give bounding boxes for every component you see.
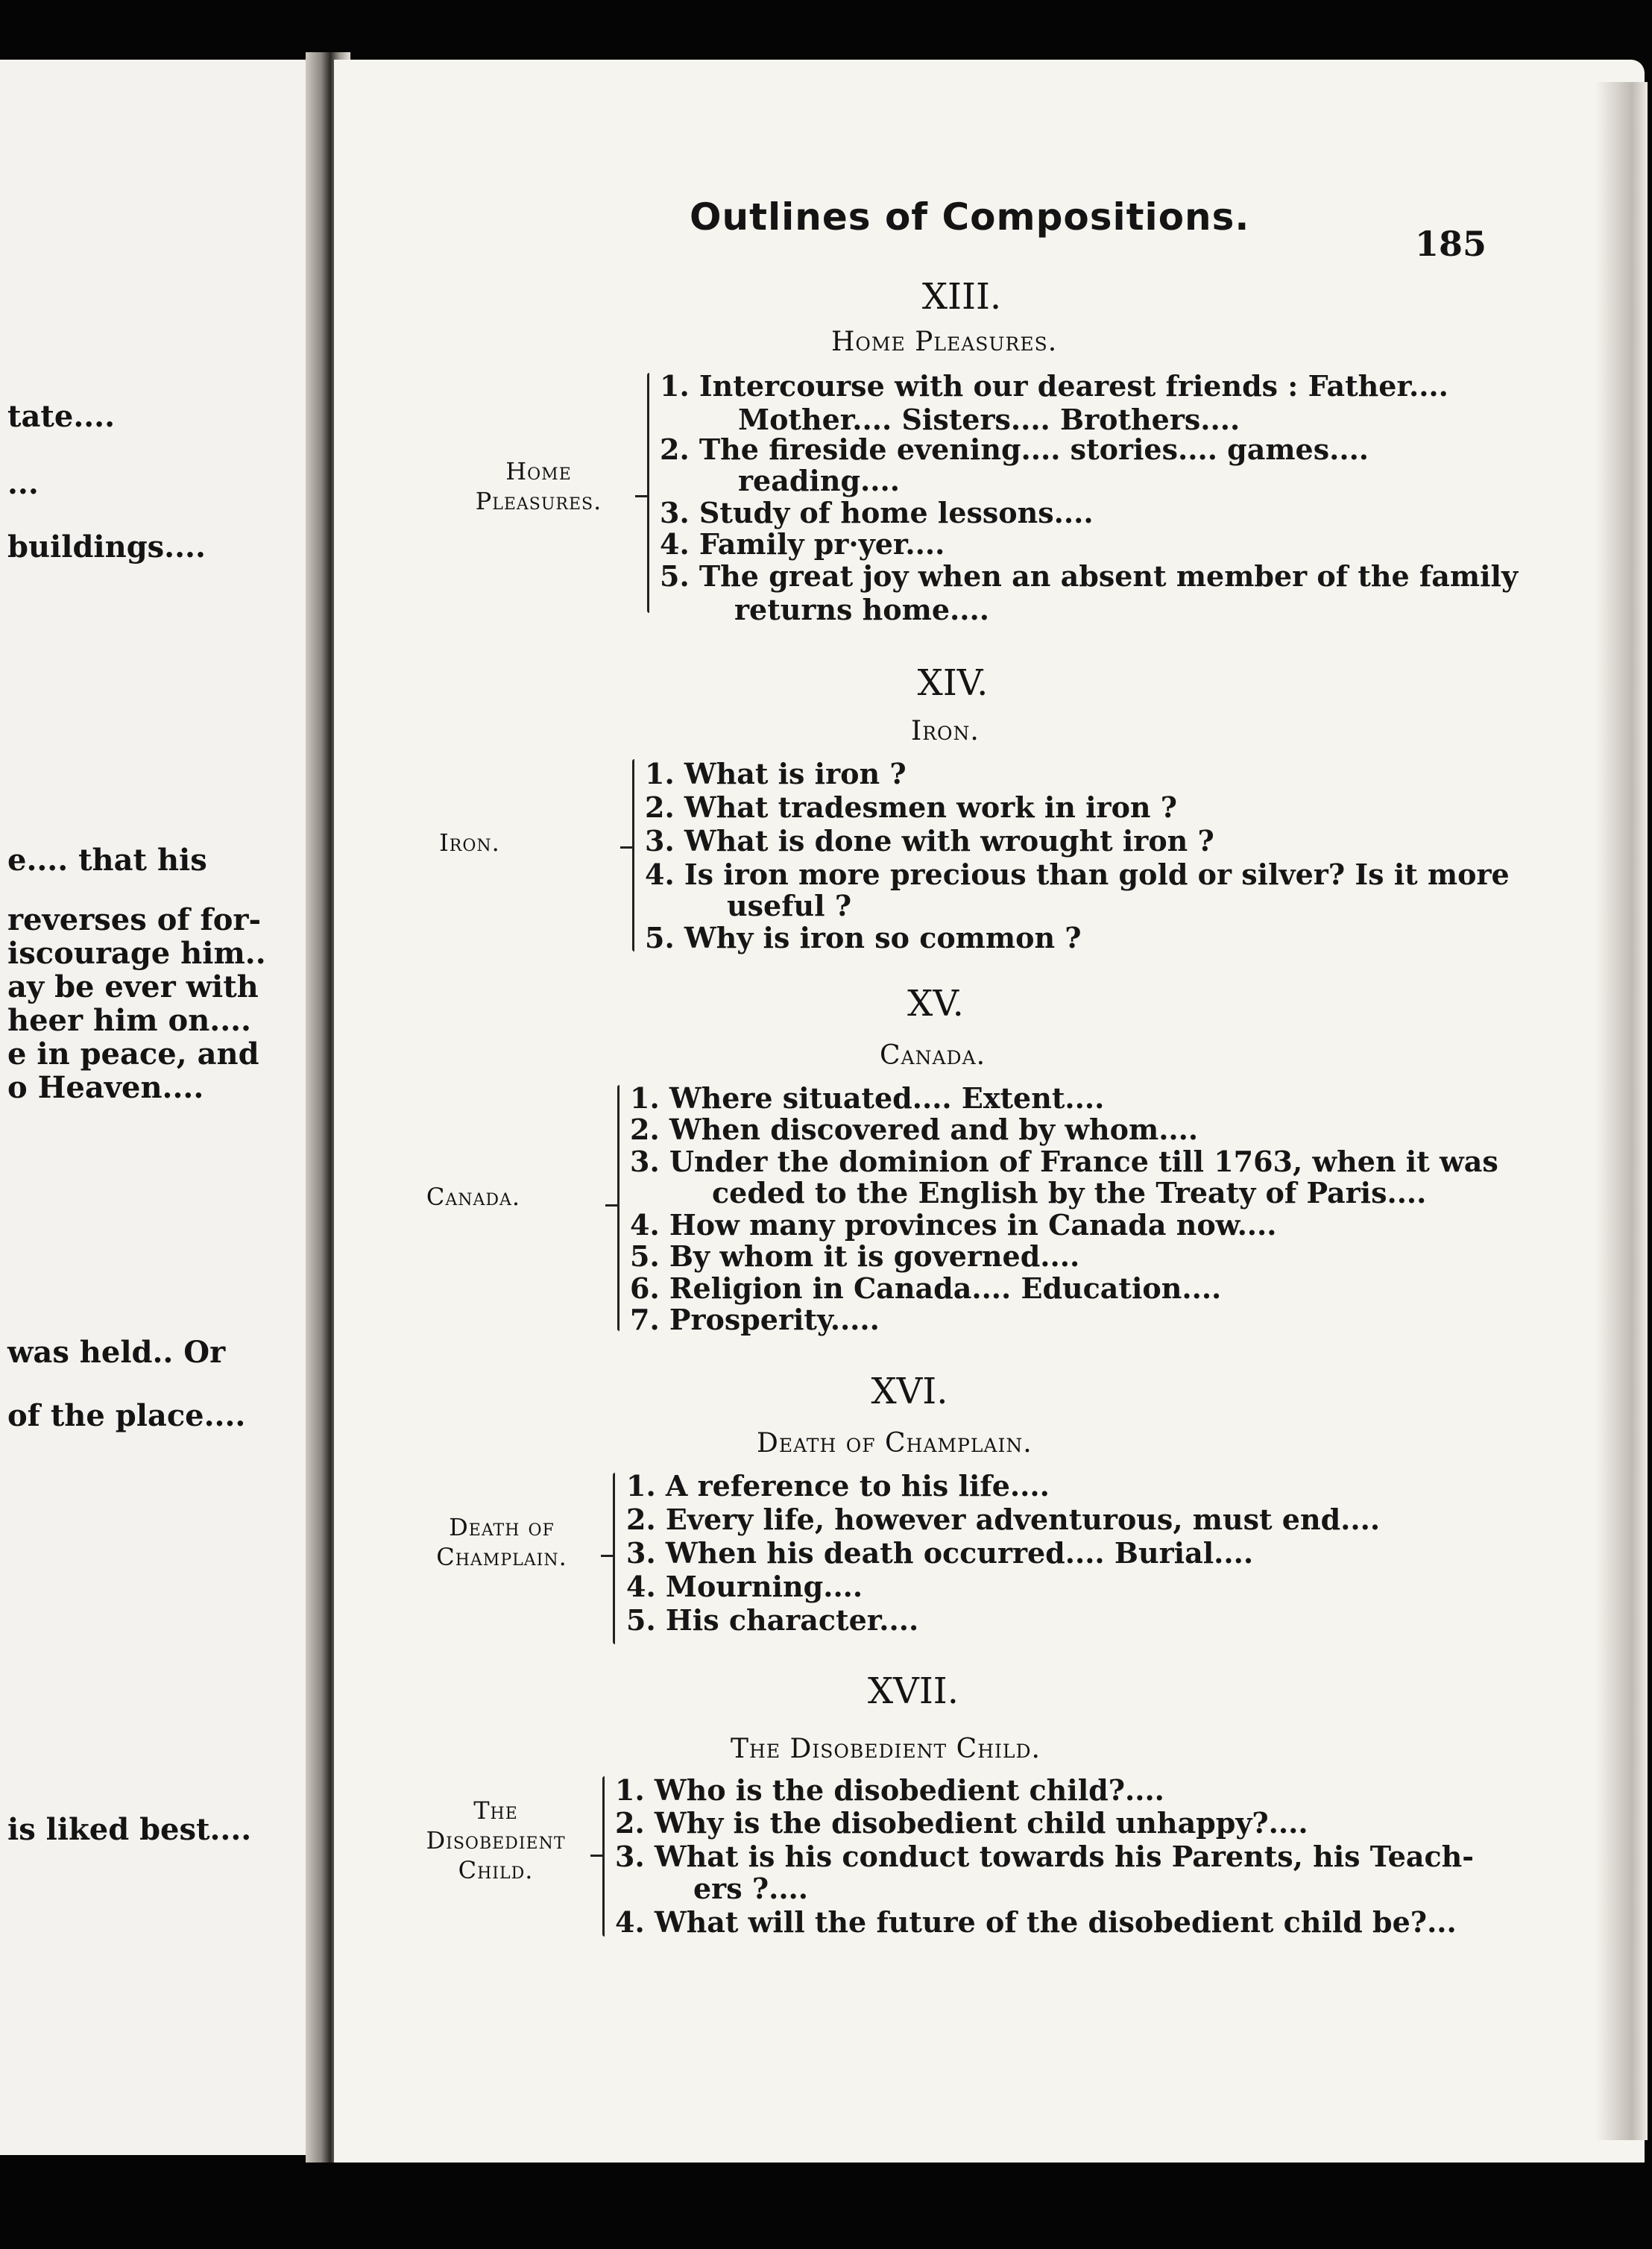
section-title: Death of Champlain. xyxy=(757,1428,1032,1459)
side-label-line: Champlain. xyxy=(436,1543,567,1571)
outline-item: 4. What will the future of the disobedient child be?... xyxy=(615,1905,1457,1939)
left-page-line: is liked best.... xyxy=(7,1812,252,1847)
outline-item-continuation: Mother.... Sisters.... Brothers.... xyxy=(738,403,1240,436)
side-label xyxy=(414,1182,533,1212)
outline-item: 7. Prosperity..... xyxy=(630,1303,880,1336)
outline-item: 5. His character.... xyxy=(626,1603,919,1637)
brace xyxy=(617,1085,620,1331)
side-label-line: Iron. xyxy=(439,828,500,857)
outline-item: 3. Under the dominion of France till 1763, when it was xyxy=(630,1145,1498,1178)
left-page-line: buildings.... xyxy=(7,529,206,564)
side-label-line: Pleasures. xyxy=(475,487,602,515)
outline-item: 2. What tradesmen work in iron ? xyxy=(645,790,1178,824)
brace xyxy=(613,1473,615,1644)
side-label xyxy=(416,1512,587,1572)
side-label xyxy=(447,456,630,516)
brace xyxy=(602,1776,605,1937)
left-page-line: e.... that his xyxy=(7,843,207,878)
brace xyxy=(647,373,649,613)
outline-item: 4. Is iron more precious than gold or silver? Is it more xyxy=(645,858,1510,891)
outline-item: 4. Family pr·yer.... xyxy=(660,527,945,561)
side-label-line: Canada. xyxy=(426,1183,521,1211)
outline-item: 2. The fireside evening.... stories.... games.... xyxy=(660,432,1369,466)
side-label-line: The xyxy=(473,1796,518,1825)
left-page-line: heer him on.... xyxy=(7,1003,251,1038)
brace-tip xyxy=(620,846,632,849)
brace-tip xyxy=(605,1204,617,1207)
outline-item-continuation: ers ?.... xyxy=(693,1872,809,1905)
section-numeral: XV. xyxy=(907,983,964,1025)
side-label-line: Disobedient xyxy=(426,1826,566,1855)
outline-item: 5. The great joy when an absent member of the family xyxy=(660,559,1519,593)
outline-item: 2. Why is the disobedient child unhappy?.... xyxy=(615,1806,1308,1840)
section-title: The Disobedient Child. xyxy=(731,1734,1041,1764)
outline-item-continuation: ceded to the English by the Treaty of Paris.... xyxy=(712,1176,1427,1210)
outline-item: 1. A reference to his life.... xyxy=(626,1469,1050,1503)
outline-item-continuation: useful ? xyxy=(727,889,852,922)
page-number: 185 xyxy=(1415,224,1487,264)
left-page-line: iscourage him.. xyxy=(7,936,266,971)
section-title: Iron. xyxy=(911,716,980,746)
section-numeral: XVI. xyxy=(871,1371,948,1412)
section-numeral: XVII. xyxy=(867,1670,959,1712)
outline-item: 1. Who is the disobedient child?.... xyxy=(615,1773,1164,1807)
outline-item: 1. Where situated.... Extent.... xyxy=(630,1081,1105,1115)
left-page-line: of the place.... xyxy=(7,1398,246,1433)
left-page-line: ay be ever with xyxy=(7,969,259,1004)
outline-item: 2. When discovered and by whom.... xyxy=(630,1113,1199,1146)
left-page-line: reverses of for- xyxy=(7,902,262,937)
outline-item: 3. What is his conduct towards his Parents, his Teach- xyxy=(615,1840,1475,1873)
outline-item: 1. What is iron ? xyxy=(645,757,907,790)
section-numeral: XIII. xyxy=(921,276,1002,318)
brace-tip xyxy=(635,495,647,497)
side-label-line: Death of xyxy=(449,1513,555,1541)
outline-item: 3. What is done with wrought iron ? xyxy=(645,824,1214,858)
side-label-line: Home xyxy=(505,457,572,485)
outline-item: 3. Study of home lessons.... xyxy=(660,496,1094,529)
side-label xyxy=(425,828,514,858)
left-page-line: was held.. Or xyxy=(7,1335,226,1370)
left-page-line: e in peace, and xyxy=(7,1037,259,1072)
left-page-line: tate.... xyxy=(7,399,116,434)
side-label-line: Child. xyxy=(458,1856,534,1884)
side-label xyxy=(399,1796,593,1885)
page-edge-shadow xyxy=(1595,82,1648,2140)
outline-item: 1. Intercourse with our dearest friends : Father.... xyxy=(660,369,1448,403)
outline-item: 4. How many provinces in Canada now.... xyxy=(630,1208,1277,1242)
outline-item: 5. Why is iron so common ? xyxy=(645,921,1082,954)
outline-item-continuation: reading.... xyxy=(738,464,900,497)
outline-item: 2. Every life, however adventurous, must end.... xyxy=(626,1503,1381,1536)
outline-item: 6. Religion in Canada.... Education.... xyxy=(630,1271,1222,1305)
brace-tip xyxy=(590,1855,602,1857)
outline-item: 5. By whom it is governed.... xyxy=(630,1239,1080,1273)
section-numeral: XIV. xyxy=(917,662,989,704)
outline-item-continuation: returns home.... xyxy=(734,593,989,626)
outline-item: 4. Mourning.... xyxy=(626,1570,863,1603)
outline-item: 3. When his death occurred.... Burial.... xyxy=(626,1536,1254,1570)
brace xyxy=(632,759,634,952)
running-header-title: Outlines of Compositions. xyxy=(690,195,1250,239)
section-title: Home Pleasures. xyxy=(831,327,1058,357)
left-page-line: o Heaven.... xyxy=(7,1070,204,1105)
brace-tip xyxy=(601,1555,613,1557)
left-page-line: ... xyxy=(7,466,39,501)
section-title: Canada. xyxy=(880,1040,986,1071)
